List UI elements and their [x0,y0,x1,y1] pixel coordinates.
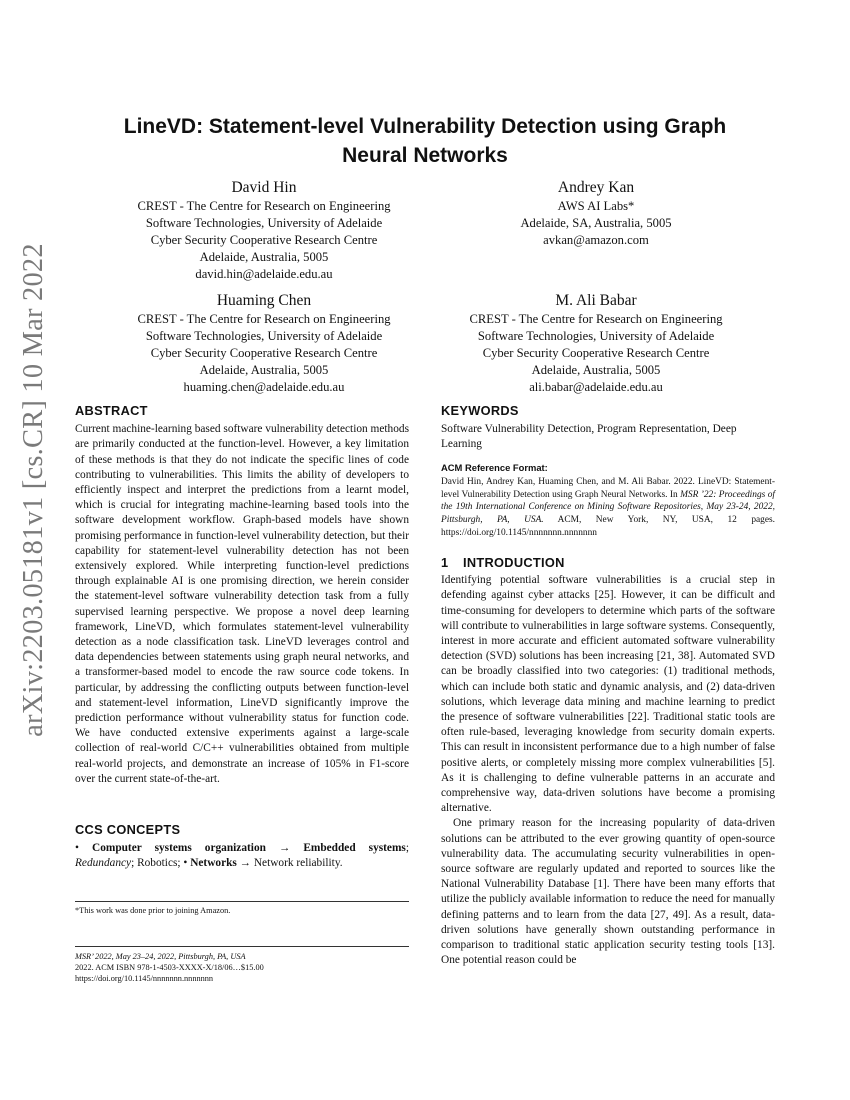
author-email: huaming.chen@adelaide.edu.au [183,380,345,394]
keywords-heading: KEYWORDS [441,403,519,418]
ccs-bullet: • [183,857,191,870]
isbn-info: 2022. ACM ISBN 978-1-4503-XXXX-X/18/06…$15.00 [75,963,264,972]
ccs-concept: Networks [190,857,237,870]
author-affiliation: AWS AI Labs* [557,199,635,213]
footnote-divider [75,901,409,902]
abstract-heading: ABSTRACT [75,403,148,418]
author-affiliation: Cyber Security Cooperative Research Centre [150,346,378,360]
author-affiliation: CREST - The Centre for Research on Engineering [137,312,391,326]
ccs-concept: Embedded systems [303,842,406,855]
author-block-huaming-chen [99,291,429,396]
copyright-divider [75,946,409,947]
arxiv-id-text: arXiv:2203.05181v1 [cs.CR] 10 Mar 2022 [18,243,50,737]
ccs-concepts-section [75,822,409,872]
footnote-note: *This work was done prior to joining Amazon. [75,906,231,915]
ccs-arrow: → [265,842,304,855]
abstract-text: Current machine-learning based software vulnerability detection methods are primarily conducted at the function-level. However, a key limitation of these methods is that they do not indicate the specific lines of code contributing to vulnerabilities. This limits the ability of developers to efficiently inspect and interpret the predictions from a learnt model, which is crucial for integrating machine-learning based tools into the software development workflow. Graph-based models have shown promising performance in function-level vulnerability detection, but their capability for statement-level vulnerability detection has not been extensively explored. While interpreting function-level predictions through explainable AI is one promising direction, we herein consider the statement-level software vulnerability detection task from a fully supervised learning perspective. We propose a novel deep learning framework, LineVD, which formulates statement-level vulnerability detection as a node classification task. LineVD leverages control and data dependencies between statements using graph neural networks, and a transformer-based model to encode the raw source code tokens. In particular, by addressing the conflicting outputs between function-level and statement-level information, LineVD significantly improve the prediction performance without vulnerability status for function code. We have conducted extensive experiments against a large-scale collection of real-world C/C++ vulnerabilities obtained from multiple real-world projects, and demonstrate an increase of 105% in F1-score over the current state-of-the-art. [75,423,409,785]
introduction-section [441,555,775,968]
ccs-concept: Network reliability. [253,857,343,870]
doi-link[interactable]: https://doi.org/10.1145/nnnnnnn.nnnnnnn [75,974,214,983]
author-email: avkan@amazon.com [543,233,649,247]
intro-paragraph-2: One primary reason for the increasing popularity of data-driven solutions can be attributed to the ever growing quantity of open-source vulnerability data. The accumulating security vulnerabilities in open-source software are regularly updated and reported to sources like the National Vulnerability Database [1]. There have been many efforts that utilize the publicly available information to reduce the need for manually defining patterns and to learn from the data [27, 49]. As a result, data-driven solutions have generally shown outstanding performance in comparison to traditional static application security testing tools [13]. One potential reason could be [441,817,775,967]
author-affiliation: Software Technologies, University of Adelaide [145,329,383,343]
title-line-1: LineVD: Statement-level Vulnerability Detection using Graph [123,115,727,138]
arxiv-identifier [4,243,64,737]
introduction-heading [441,555,775,570]
ccs-text [75,841,409,871]
ccs-concept: Redundancy [75,857,132,870]
author-email: david.hin@adelaide.edu.au [195,267,333,281]
acm-reference-text [441,476,775,539]
author-affiliation: Cyber Security Cooperative Research Centre [482,346,710,360]
copyright-block [75,951,409,984]
author-location: Adelaide, SA, Australia, 5005 [520,216,672,230]
author-affiliation: Software Technologies, University of Adelaide [145,216,383,230]
keywords-section [441,403,775,453]
section-number: 1 [441,555,449,570]
acm-reference-section [441,460,775,539]
ccs-arrow: → [236,857,254,870]
author-name: M. Ali Babar [555,292,637,309]
ccs-concept: Computer systems organization [92,842,266,855]
ccs-bullet: • [75,842,92,855]
acm-venue: MSR ’22: Proceedings of the 19th International Conference on Mining Software Repositories, May 23-24, 2022, Pittsburgh, PA, USA. [441,489,775,525]
author-block-andrey-kan [431,178,761,249]
ccs-separator: ; Robotics; [131,857,184,870]
acm-reference-heading: ACM Reference Format: [441,462,548,473]
ccs-separator: ; [405,842,409,855]
keywords-text: Software Vulnerability Detection, Program Representation, Deep Learning [441,423,737,451]
author-affiliation: Cyber Security Cooperative Research Centre [150,233,378,247]
title-line-2: Neural Networks [342,144,508,167]
footnote-author [75,905,409,916]
author-affiliation: CREST - The Centre for Research on Engineering [469,312,723,326]
acm-citation: David Hin, Andrey Kan, Huaming Chen, and M. Ali Babar. 2022. LineVD: Statement-level Vulnerability Detection using Graph Neural Networks. In [441,477,775,500]
paper-title [75,112,775,170]
section-title: INTRODUCTION [463,555,565,570]
author-name: Huaming Chen [216,292,312,309]
intro-paragraph-1: Identifying potential software vulnerabilities is a crucial step in defending against cyber attacks [25]. However, it can be difficult and time-consuming for developers to determine which parts of the software will contribute to vulnerabilities in large software systems. Consequently, interest in more accurate and efficient automated software vulnerability detection (SVD) solutions has been increasing [21, 38]. Automated SVD can be broadly classified into two categories: (1) traditional methods, which can include both static and dynamic analysis, and (2) data-driven solutions, which leverage data mining and machine learning to predict the presence of software vulnerabilities [22]. Traditional static tools are often rule-based, leveraging knowledge from security domain experts. This can result in inconsistent performance due to a high number of false positive alerts, or completely missing more complex vulnerabilities [5]. As it is challenging to define vulnerable patterns in an accurate and comprehensive way, data-driven solutions have become a promising alternative. [441,574,775,815]
ccs-heading: CCS CONCEPTS [75,822,181,837]
author-affiliation: CREST - The Centre for Research on Engineering [137,199,391,213]
author-location: Adelaide, Australia, 5005 [531,363,661,377]
author-location: Adelaide, Australia, 5005 [199,363,329,377]
author-name: David Hin [231,179,297,196]
author-affiliation: Software Technologies, University of Adelaide [477,329,715,343]
author-block-david-hin [99,178,429,283]
acm-publisher: ACM, New York, NY, USA, 12 pages. https://doi.org/10.1145/nnnnnnn.nnnnnnn [441,514,776,538]
author-block-ali-babar [431,291,761,396]
conference-info: MSR’ 2022, May 23–24, 2022, Pittsburgh, PA, USA [75,952,246,961]
author-email: ali.babar@adelaide.edu.au [529,380,663,394]
author-location: Adelaide, Australia, 5005 [199,250,329,264]
author-name: Andrey Kan [557,179,635,196]
abstract-section [75,403,409,787]
